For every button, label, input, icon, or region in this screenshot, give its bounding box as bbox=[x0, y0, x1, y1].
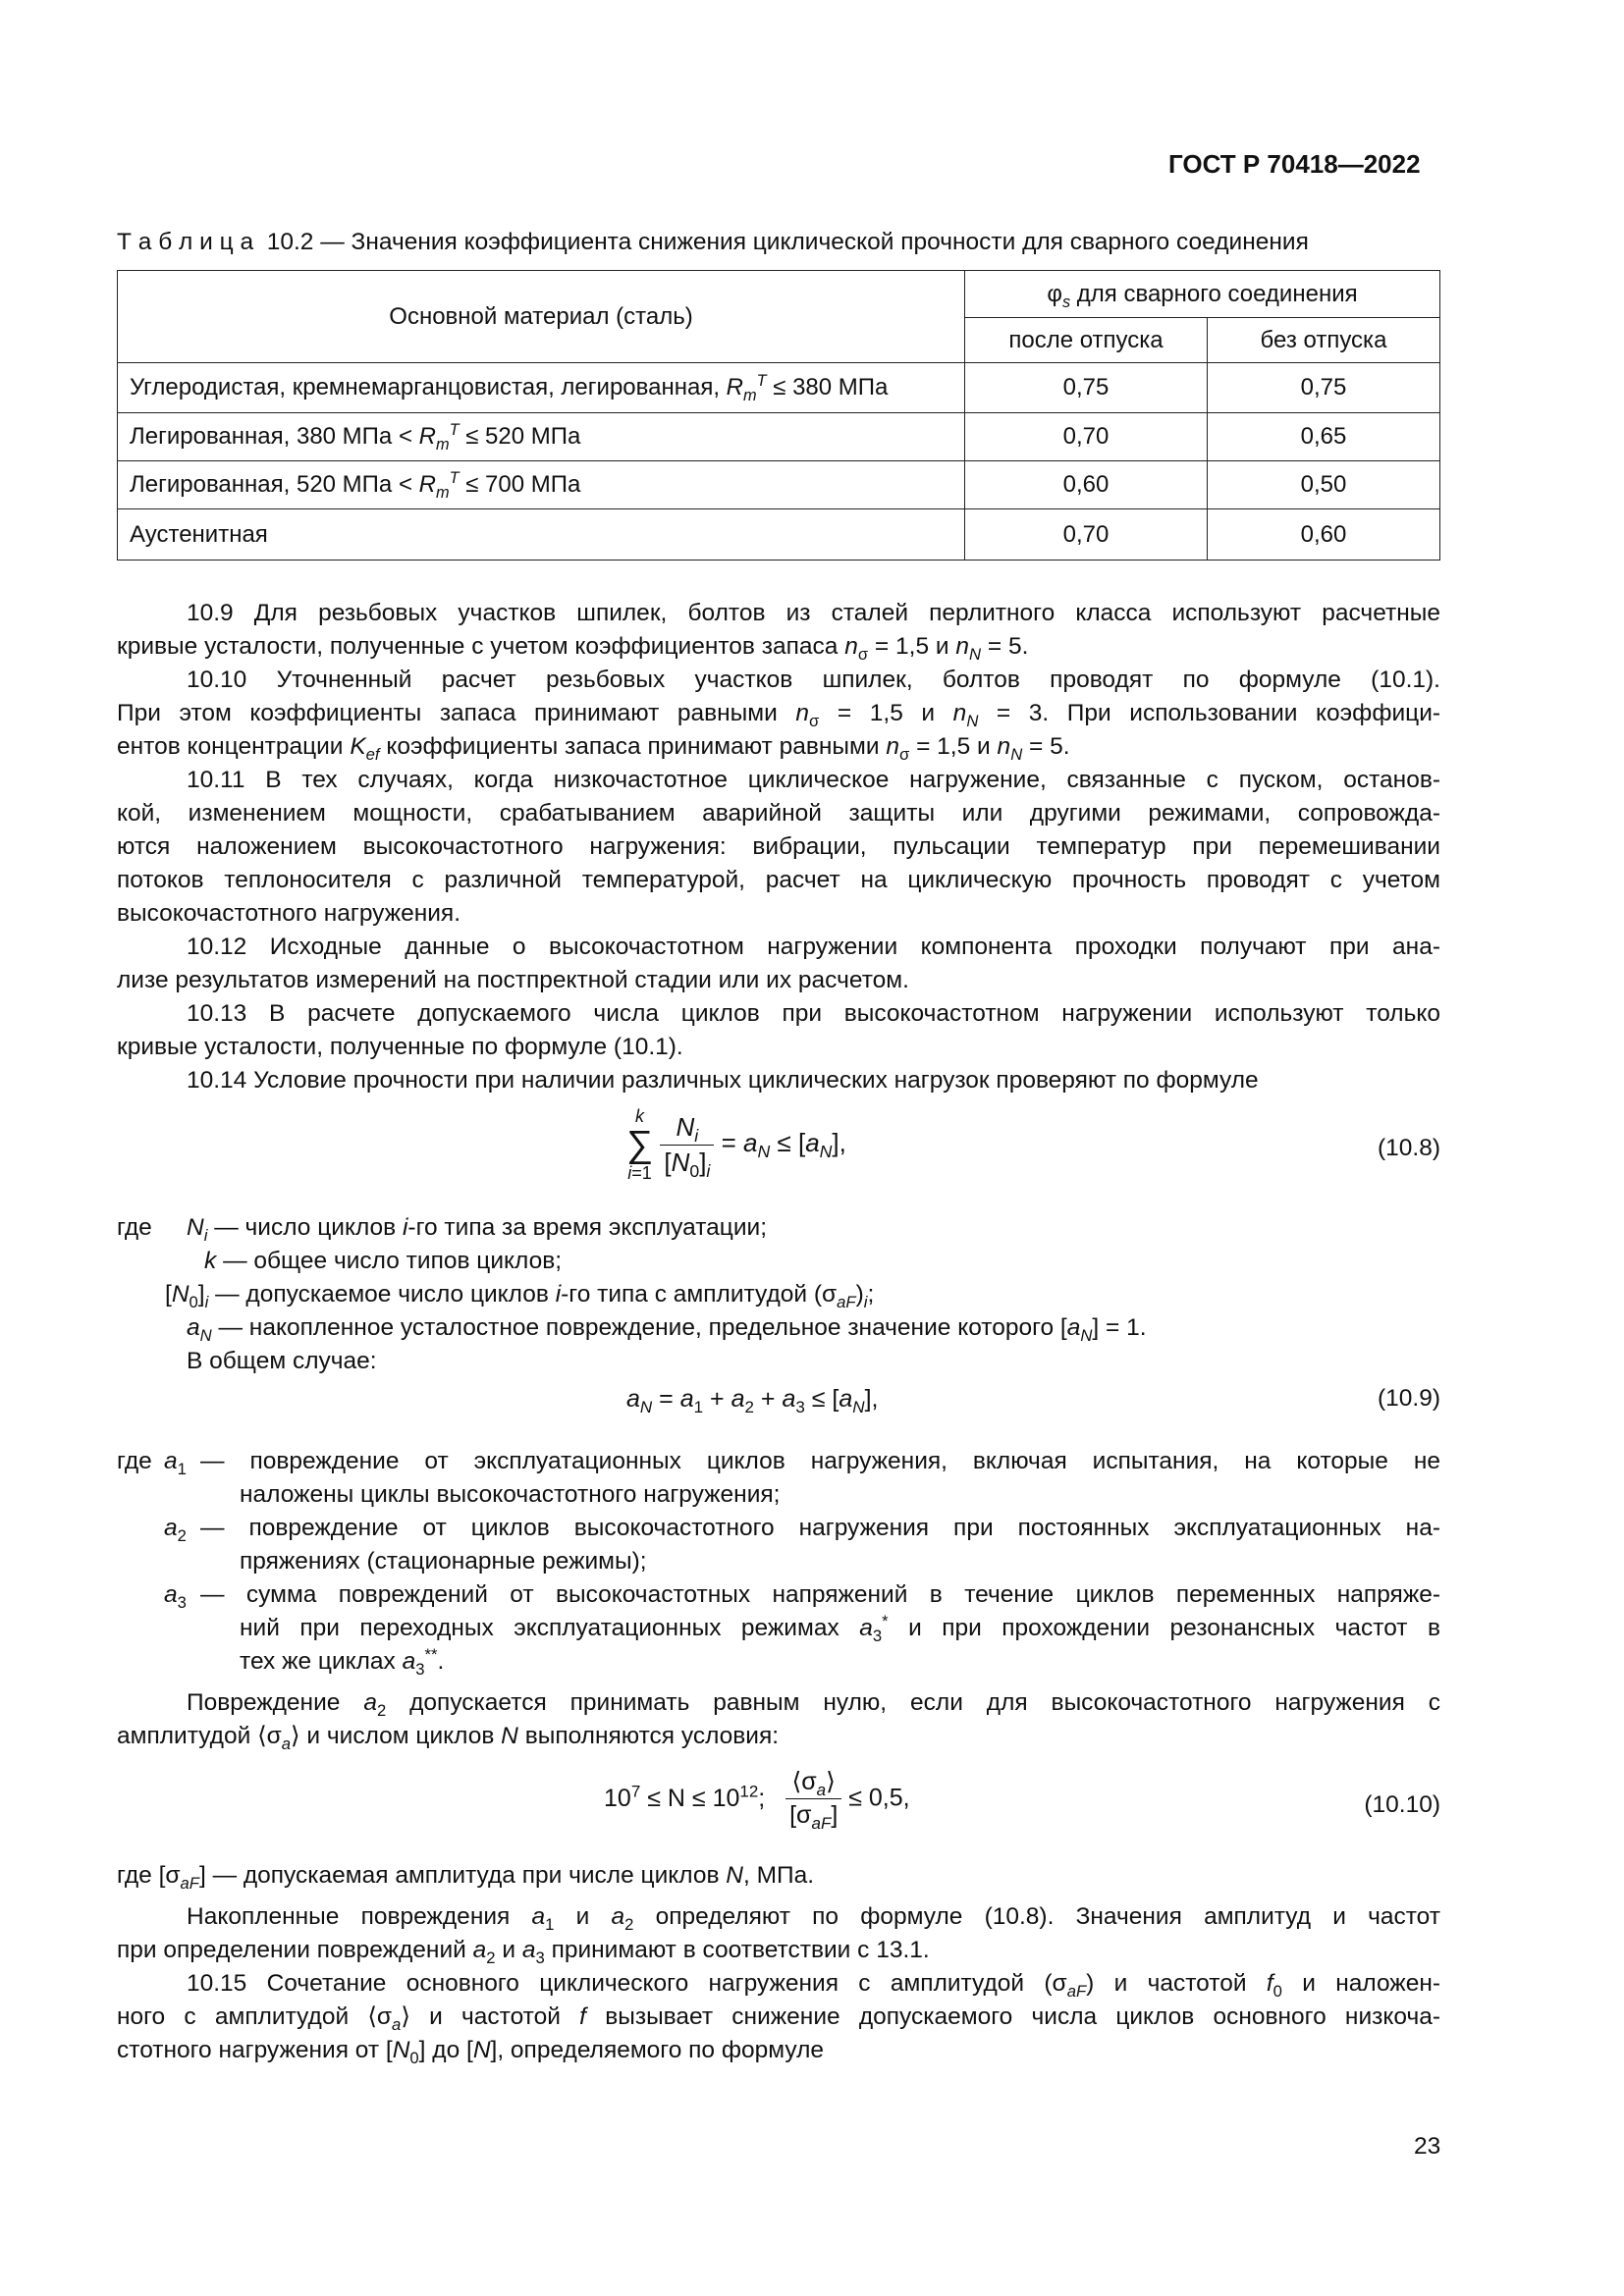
definition-a1-line: наложены циклы высокочастотного нагружения; bbox=[240, 1481, 781, 1508]
paragraph-10-10-line: 10.10 Уточненный расчет резьбовых участков шпилек, болтов проводят по формуле (10.1). bbox=[187, 667, 1440, 693]
definition-a1-symbol: $a_1$ bbox=[164, 1448, 187, 1478]
definition-sigma-aF: где $[\sigma_{aF}]$ — допускаемая амплитуда при числе циклов N, МПа. bbox=[117, 1862, 815, 1893]
equation-10-9: $a_N = a_1 + a_2 + a_3 \le [a_N]$, bbox=[626, 1385, 879, 1416]
accumulated-damage-line: при определении повреждений $a_2$ и $a_3$ принимают в соответствии с 13.1. bbox=[117, 1937, 930, 1967]
header-material: Основной материал (сталь) bbox=[118, 271, 965, 363]
paragraph-10-11-line: ются наложением высокочастотного нагружения: вибрации, пульсации температур при перемешивании bbox=[117, 833, 1440, 860]
equation-number: (10.10) bbox=[1364, 1791, 1440, 1818]
value-after: 0,60 bbox=[965, 461, 1208, 509]
accumulated-damage-line: Накопленные повреждения $a_1$ и $a_2$ определяют по формуле (10.8). Значения амплитуд и частот bbox=[187, 1903, 1440, 1934]
definition-a3-line: ний при переходных эксплуатационных режимах $a_3^*$ и при прохождении резонансных частот в bbox=[240, 1611, 1440, 1645]
paragraph-10-11-line: 10.11 В тех случаях, когда низкочастотное циклическое нагружение, связанные с пуском, останов- bbox=[187, 767, 1440, 793]
paragraph-10-15-line: стотного нагружения от $[N_0]$ до [N], определяемого по формуле bbox=[117, 2037, 824, 2067]
document-header: ГОСТ Р 70418—2022 bbox=[1168, 149, 1421, 179]
material-cell: Углеродистая, кремнемарганцовистая, легированная, $R_m^T \le 380$ МПа bbox=[118, 363, 965, 413]
equation-10-10: $10^7 \le N \le 10^{12}$; $\frac{⟨\sigma_a⟩}{[\sigma_{aF}]}$ ≤ 0,5, bbox=[604, 1768, 910, 1833]
paragraph-10-11-line: высокочастотного нагружения. bbox=[117, 900, 461, 927]
coefficient-table bbox=[117, 270, 1440, 561]
paragraph-10-9-line: кривые усталости, полученные с учетом коэффициентов запаса $n_\sigma = 1,5$ и $n_N = 5$. bbox=[117, 633, 1029, 664]
paragraph-10-15-line: 10.15 Сочетание основного циклического нагружения с амплитудой $(\sigma_{aF})$ и частотой $f_0$ и наложен- bbox=[187, 1970, 1441, 2001]
paragraph-10-15-line: ного с амплитудой $⟨\sigma_a⟩$ и частотой f вызывает снижение допускаемого числа циклов основного низкоча- bbox=[117, 2003, 1441, 2034]
paragraph-10-10-line: При этом коэффициенты запаса принимают равными $n_\sigma = 1,5$ и $n_N = 3$. При использовании коэффици- bbox=[117, 700, 1441, 730]
header-without-tempering: без отпуска bbox=[1208, 318, 1440, 363]
definition-a2-symbol: $a_2$ bbox=[164, 1515, 187, 1545]
table-row bbox=[118, 413, 1440, 461]
value-without: 0,50 bbox=[1208, 461, 1440, 509]
where-label: где bbox=[117, 1448, 152, 1474]
paragraph-10-11-line: потоков теплоносителя с различной температурой, расчет на циклическую прочность проводят с учетом bbox=[117, 867, 1440, 893]
value-after: 0,70 bbox=[965, 509, 1208, 561]
definition-Ni: $N_i$ — число циклов i-го типа за время эксплуатации; bbox=[187, 1214, 768, 1245]
value-without: 0,60 bbox=[1208, 509, 1440, 561]
value-after: 0,70 bbox=[965, 413, 1208, 461]
definition-a1-line: — повреждение от эксплуатационных циклов нагружения, включая испытания, на которые не bbox=[200, 1448, 1440, 1474]
definition-a2-line: — повреждение от циклов высокочастотного нагружения при постоянных эксплуатационных на- bbox=[200, 1515, 1440, 1541]
definition-a3-symbol: $a_3$ bbox=[164, 1581, 187, 1612]
definition-k: k — общее число типов циклов; bbox=[204, 1248, 563, 1274]
table-caption-label: Т а б л и ц а bbox=[117, 229, 254, 255]
material-cell: Легированная, 380 МПа < $R_m^T \le 520$ МПа bbox=[118, 413, 965, 461]
value-without: 0,75 bbox=[1208, 363, 1440, 413]
damage-paragraph-line: Повреждение $a_2$ допускается принимать равным нулю, если для высокочастотного нагружения с bbox=[187, 1689, 1441, 1720]
definition-N0: $[N_0]_i$ — допускаемое число циклов i-го типа с амплитудой $(\sigma_{aF})_i$; bbox=[165, 1281, 875, 1311]
where-label: где bbox=[117, 1214, 152, 1241]
equation-number: (10.9) bbox=[1377, 1385, 1440, 1412]
paragraph-10-11-line: кой, изменением мощности, срабатыванием аварийной защиты или другими режимами, сопровожда- bbox=[117, 800, 1440, 827]
page-number: 23 bbox=[1414, 2133, 1441, 2160]
damage-paragraph-line: амплитудой $⟨\sigma_a⟩$ и числом циклов N выполняются условия: bbox=[117, 1723, 780, 1753]
material-cell: Аустенитная bbox=[118, 509, 965, 561]
definition-a3-line: — сумма повреждений от высокочастотных напряжений в течение циклов переменных напряже- bbox=[200, 1581, 1440, 1608]
paragraph-10-12-line: 10.12 Исходные данные о высокочастотном нагружении компонента проходки получают при ана- bbox=[187, 934, 1440, 960]
general-case-label: В общем случае: bbox=[187, 1348, 377, 1374]
material-cell: Легированная, 520 МПа < $R_m^T \le 700$ МПа bbox=[118, 461, 965, 509]
paragraph-10-9-line: 10.9 Для резьбовых участков шпилек, болтов из сталей перлитного класса используют расчетные bbox=[187, 600, 1440, 626]
table-row bbox=[118, 509, 1440, 561]
table-row bbox=[118, 363, 1440, 413]
header-group: $\varphi_s$ для сварного соединения bbox=[965, 271, 1440, 318]
paragraph-10-13-line: 10.13 В расчете допускаемого числа циклов при высокочастотном нагружении используют только bbox=[187, 1000, 1440, 1027]
value-after: 0,75 bbox=[965, 363, 1208, 413]
paragraph-10-14-line: 10.14 Условие прочности при наличии различных циклических нагрузок проверяют по формуле bbox=[187, 1067, 1259, 1094]
paragraph-10-13-line: кривые усталости, полученные по формуле (10.1). bbox=[117, 1034, 683, 1060]
value-without: 0,65 bbox=[1208, 413, 1440, 461]
table-caption bbox=[117, 226, 1309, 259]
definition-a2-line: пряжениях (стационарные режимы); bbox=[240, 1548, 647, 1575]
table-caption-text: 10.2 — Значения коэффициента снижения циклической прочности для сварного соединения bbox=[266, 229, 1309, 255]
paragraph-10-10-line: ентов концентрации $K_{ef}$ коэффициенты запаса принимают равными $n_\sigma = 1,5$ и $n_N = 5$. bbox=[117, 733, 1070, 764]
equation-number: (10.8) bbox=[1377, 1135, 1440, 1161]
paragraph-10-12-line: лизе результатов измерений на постпректной стадии или их расчетом. bbox=[117, 967, 909, 993]
equation-10-8: k ∑ i=1 $\frac{N_i}{[N_0]_i}$ = $a_N \le [a_N]$, bbox=[626, 1106, 846, 1183]
definition-aN: $a_N$ — накопленное усталостное повреждение, предельное значение которого $[a_N] = 1$. bbox=[187, 1314, 1147, 1345]
definition-a3-line: тех же циклах $a_3^{**}$. bbox=[240, 1644, 445, 1679]
header-after-tempering: после отпуска bbox=[965, 318, 1208, 363]
table-row bbox=[118, 461, 1440, 509]
